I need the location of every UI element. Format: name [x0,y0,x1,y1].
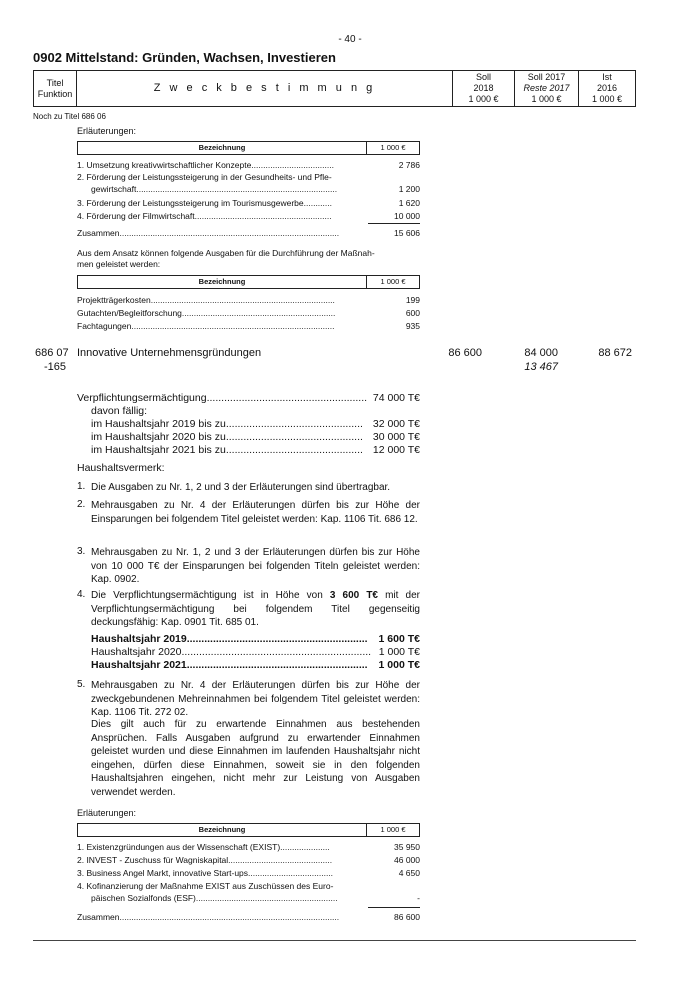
erl2-row [77,308,420,318]
titel-funktion: -165 [44,361,67,373]
erl3-row [77,868,420,878]
column-header [33,70,636,107]
erl2-row-text: Projektträgerkosten.............................................................................. [77,295,335,305]
erl2-row-text: Fachtagungen...................................................................................... [77,321,335,331]
erl2-row [77,295,420,305]
hv-p3-number: 3. [77,546,86,557]
erl1-row-text: 3. Förderung der Leistungssteigerung im Tourismusgewerbe............ [77,198,332,208]
ve-faellig: davon fällig: [91,405,148,417]
erl3-row-text: päischen Sozialfonds (ESF)............................................................ [91,893,338,903]
ve-faellig-text: im Haushaltsjahr 2019 bis zu............................................... [91,418,363,430]
erl3-row-text: 4. Kofinanzierung der Maßnahme EXIST aus Zuschüssen des Euro- [77,881,334,891]
ve-row [77,392,420,404]
h-s17b: Reste 2017 [523,83,570,93]
erl1-row-value: 1 620 [398,198,420,208]
erl3-row-text: 2. INVEST - Zuschuss für Wagniskapital............................................ [77,855,333,865]
ve-faellig-text: im Haushaltsjahr 2021 bis zu............................................... [91,444,363,456]
erl2-col-unit: 1 000 € [380,277,406,286]
hv-hj-row [91,659,420,671]
hv-hj-value: 1 600 T€ [378,633,420,645]
hv-p2-number: 2. [77,499,86,510]
erl1-row-value: 10 000 [394,211,420,221]
erl1-total-label: Zusammen............................................................................................. [77,228,340,238]
erl3-total-value: 86 600 [394,912,420,922]
erl3-col-bez: Bezeichnung [78,824,367,836]
chapter-title: 0902 Mittelstand: Gründen, Wachsen, Investieren [33,50,336,65]
erl1-row-value: 2 786 [398,160,420,170]
erl2-col-bez: Bezeichnung [78,276,367,288]
header-soll2017 [515,71,579,106]
hv-p4-text [91,589,420,630]
ve-label: Verpflichtungsermächtigung....................................................... [77,392,368,404]
hv-hj-value: 1 000 T€ [378,659,420,671]
erl3-row-value: - [417,893,420,903]
erl3-label: Erläuterungen: [77,808,137,818]
erl1-row-value [368,172,420,182]
erl2-row-value: 935 [405,321,420,331]
hv-hj-row [91,646,420,658]
hv-hj-value: 1 000 T€ [378,646,420,658]
header-funktion-label: Funktion [37,88,73,99]
ve-faellig-text: im Haushaltsjahr 2020 bis zu............................................... [91,431,363,443]
header-titel [34,71,77,106]
noch-zu-titel: Noch zu Titel 686 06 [33,112,106,121]
ve-faellig-row [91,418,420,430]
erl1-row-text: 2. Förderung der Leistungssteigerung in der Gesundheits- und Pfle- [77,172,332,182]
erl1-total-value: 15 606 [394,228,420,238]
h-ista: Ist [602,72,612,82]
h-s17c: 1 000 € [531,94,562,104]
hv-p3-text: Mehrausgaben zu Nr. 1, 2 und 3 der Erläuterungen dürfen bis zur Höhe von 10 000 T€ der Einsparungen bei folgenden Titeln geleistet werden: Kap. 0902. [91,547,420,585]
hv-hj-row [91,633,420,645]
ve-faellig-row [91,431,420,443]
ansatz-text-1: Aus dem Ansatz können folgende Ausgaben für die Durchführung der Maßnah- [77,248,375,258]
ve-value: 74 000 T€ [372,392,420,404]
hv-p1-number: 1. [77,481,86,492]
erl3-row-value [368,881,420,891]
erl1-row-text: 4. Förderung der Filmwirtschaft.......................................................... [77,211,332,221]
erl3-table-header [77,823,420,837]
erl1-row-text: 1. Umsetzung kreativwirtschaftlicher Konzepte................................... [77,160,334,170]
hv-p4-number: 4. [77,589,86,600]
erl1-total-row [77,228,420,238]
erl3-row [77,855,420,865]
h-s17a: Soll 2017 [527,72,566,82]
erl3-row-value: 4 650 [398,868,420,878]
erl3-row [91,893,420,903]
header-zweck: Z w e c k b e s t i m m u n g [77,71,453,106]
erl3-sum-line [368,907,420,908]
h-istb: 2016 [596,83,618,93]
erl2-row-text: Gutachten/Begleitforschung................................................................. [77,308,336,318]
titel-reste2017: 13 467 [524,361,558,373]
erl1-row-text: gewirtschaft..................................................................................... [91,184,338,194]
titel-soll2018: 86 600 [448,347,482,359]
erl3-row [77,842,420,852]
h-istc: 1 000 € [591,94,623,104]
ve-faellig-value: 30 000 T€ [372,431,420,443]
titel-name: Innovative Unternehmensgründungen [77,347,262,359]
titel-soll2017: 84 000 [524,347,558,359]
erl3-row-value: 35 950 [394,842,420,852]
hv-p5-text: Mehrausgaben zu Nr. 4 der Erläuterungen dürfen bis zur Höhe der zweckgebundenen Mehreinnahmen bei folgendem Titel geleistet werden: Kap. 1106 Tit. 272 02. [91,680,420,718]
erl2-row [77,321,420,331]
erl3-total-row [77,912,420,922]
page-number: - 40 - [338,34,362,45]
erl3-total-label: Zusammen............................................................................................. [77,912,340,922]
hv-hj-text: Haushaltsjahr 2020................................................................. [91,646,372,658]
erl1-row [77,198,420,208]
hv-p4-a: Die Verpflichtungsermächtigung ist in Höhe von [91,590,330,601]
erl3-col-unit: 1 000 € [380,825,406,834]
erl1-row [77,211,420,221]
erl3-row-value: 46 000 [394,855,420,865]
erl2-row-value: 600 [405,308,420,318]
hv-p5b-text: Dies gilt auch für zu erwartende Einnahmen aus bestehenden Ansprüchen. Falls Ausgaben aufgrund zu erwartender Einnahmen geleistet wurden und diese Einnahmen im laufenden Haushaltsjahr nicht eingehen, dürfen diese Einnahmen, soweit sie in den folgenden Haushaltsjahren eingehen, nicht mehr zur Leistung von Ausgaben verwendet werden. [91,719,420,798]
header-soll2018 [453,71,515,106]
erl1-sum-line [368,223,420,224]
hv-p4-c: mit der Verpflichtungsermächtigung bei folgendem Titel gegenseitig deckungsfähig: Kap. 0901 Tit. 685 01. [91,590,420,628]
erl1-row-value: 1 200 [398,184,420,194]
erl3-row [77,881,420,891]
h-s18c: 1 000 € [468,94,499,104]
header-ist2016 [579,71,635,106]
h-s18a: Soll [475,72,491,82]
titel-number: 686 07 [35,347,69,359]
h-s18b: 2018 [473,83,494,93]
erl1-table-header [77,141,420,155]
erl2-row-value: 199 [405,295,420,305]
erl1-label: Erläuterungen: [77,126,137,136]
hv-p1-text: Die Ausgaben zu Nr. 1, 2 und 3 der Erläuterungen sind übertragbar. [91,482,391,493]
ansatz-text-2: men geleistet werden: [77,259,161,269]
erl1-col-bez: Bezeichnung [78,142,367,154]
page-bottom-rule [33,940,636,941]
header-titel-label: Titel [46,77,64,88]
hv-hj-text: Haushaltsjahr 2021.............................................................. [91,659,368,671]
hv-p5-number: 5. [77,679,86,690]
hv-p4-amount: 3 600 T€ [329,590,378,601]
ve-faellig-value: 32 000 T€ [372,418,420,430]
ve-faellig-row [91,444,420,456]
titel-ist2016: 88 672 [598,347,632,359]
erl1-col-unit: 1 000 € [380,143,406,152]
erl1-row [77,160,420,170]
erl1-row [91,184,420,194]
erl3-row-text: 1. Existenzgründungen aus der Wissenschaft (EXIST)..................... [77,842,330,852]
erl2-table-header [77,275,420,289]
hv-hj-text: Haushaltsjahr 2019.............................................................. [91,633,368,645]
hv-p2-text: Mehrausgaben zu Nr. 4 der Erläuterungen dürfen bis zur Höhe der Einsparungen bei folgendem Titel geleistet werden: Kap. 1106 Tit. 686 12. [91,500,420,525]
erl3-row-text: 3. Business Angel Markt, innovative Start-ups.................................... [77,868,334,878]
erl1-row [77,172,420,182]
hv-label: Haushaltsvermerk: [77,462,165,474]
ve-faellig-value: 12 000 T€ [372,444,420,456]
